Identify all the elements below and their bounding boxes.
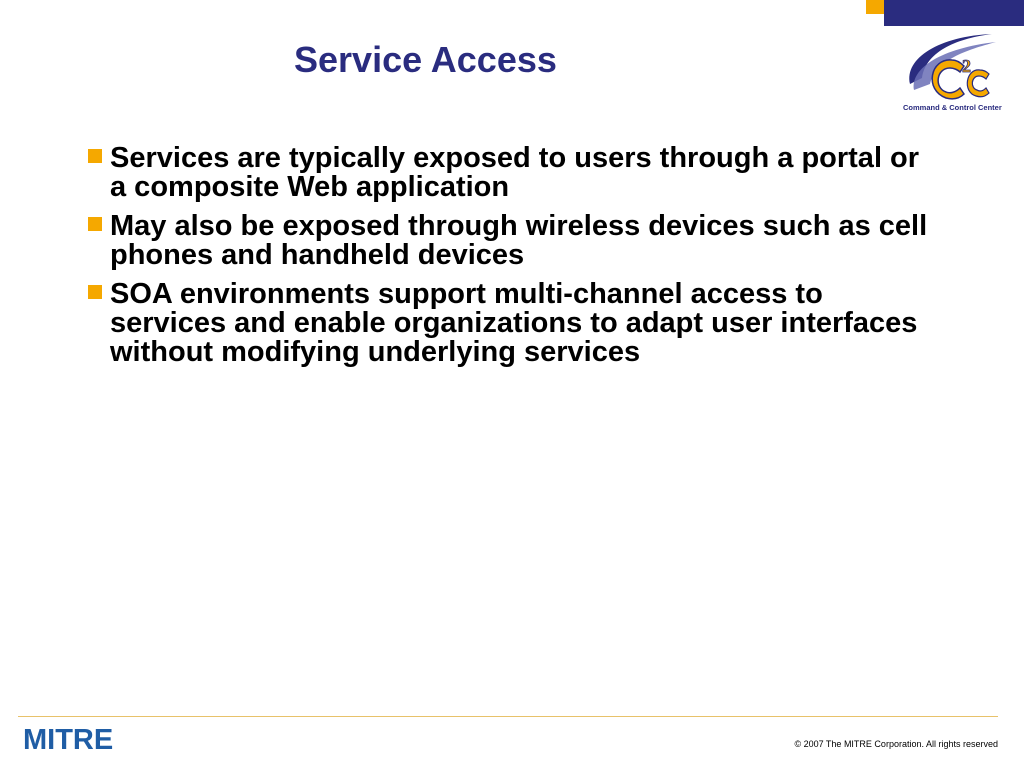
c2c-logo-icon	[900, 28, 1002, 116]
list-item	[88, 280, 928, 367]
bullet-text: Services are typically exposed to users through a portal or a composite Web application	[110, 142, 920, 203]
c2c-logo	[900, 28, 1002, 116]
copyright-notice: © 2007 The MITRE Corporation. All rights reserved	[794, 739, 998, 749]
corner-accent-navy	[884, 0, 1024, 26]
bullet-square-icon	[88, 149, 102, 163]
bullet-text: SOA environments support multi-channel access to services and enable organizations to adapt user interfaces without modifying underlying services	[110, 278, 918, 368]
bullet-text: May also be exposed through wireless devices such as cell phones and handheld devices	[110, 210, 928, 271]
bullet-square-icon	[88, 217, 102, 231]
c2c-logo-text: Command & Control Center	[903, 103, 1002, 112]
svg-text:2: 2	[962, 56, 971, 76]
list-item	[88, 144, 928, 202]
mitre-logo: MITRE	[23, 724, 114, 756]
footer-divider	[18, 716, 998, 717]
corner-accent-orange	[866, 0, 884, 14]
slide-title: Service Access	[294, 39, 557, 80]
bullet-list	[88, 144, 928, 377]
bullet-square-icon	[88, 285, 102, 299]
list-item	[88, 212, 928, 270]
